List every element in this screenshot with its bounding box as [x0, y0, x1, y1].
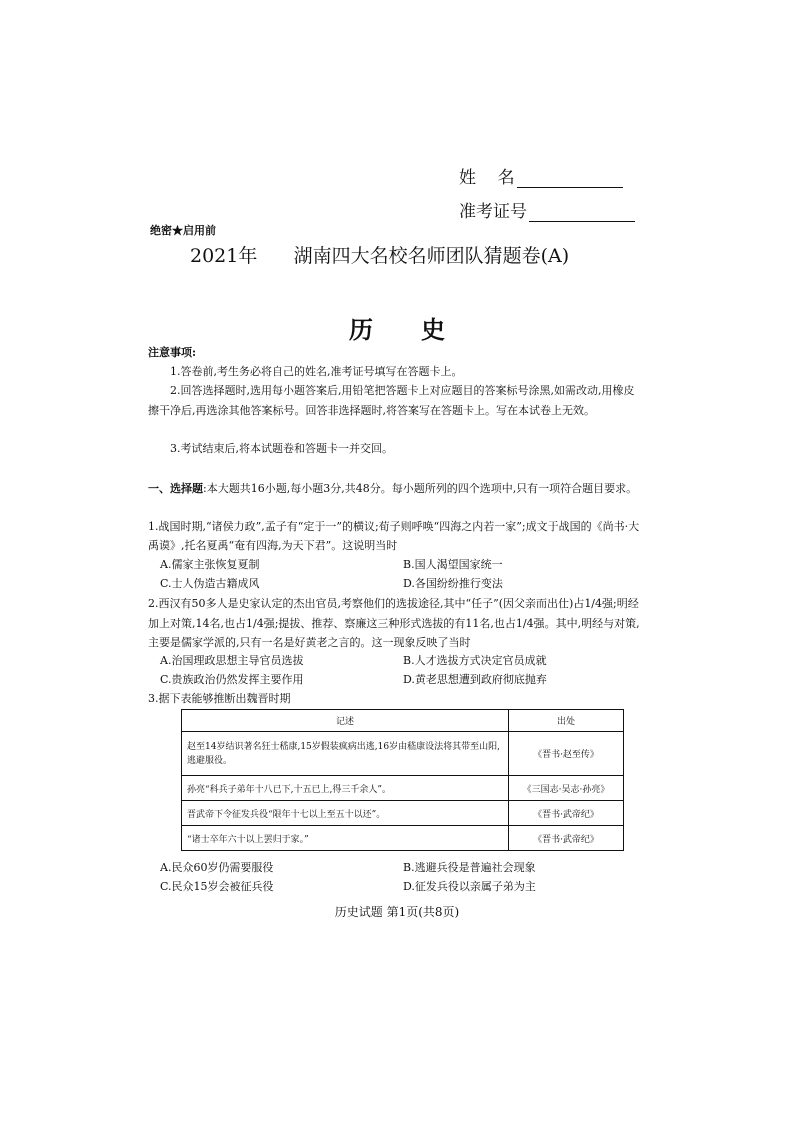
source-table — [181, 709, 624, 851]
confidential-label: 绝密★启用前 — [150, 224, 216, 237]
q3-option-a: A.民众60岁仍需要服役 — [160, 861, 274, 874]
subject-title — [0, 310, 794, 345]
question-2-stem: 2.西汉有50多人是史家认定的杰出官员,考察他们的选拔途径,其中“任子”(因父亲而出仕)占1/4强;明经加上对策,14名,也占1/4强;提拔、推荐、察廉这三种形式选拔的有11名,也占1/4强。其中,明经与对策,主要是儒家学派的,只有一名是好黄老之言的。这一现象反映了当时 — [148, 597, 640, 649]
name-field-row — [459, 163, 623, 188]
ticket-number-label: 准考证号 — [459, 202, 527, 222]
table-cell-record: 赵至14岁结识著名狂士嵇康,15岁假装疯病出逃,16岁由嵇康设法将其带至山阳,逃避服役。 — [182, 732, 509, 776]
question-3-stem: 3.据下表能够推断出魏晋时期 — [148, 692, 291, 705]
section-1-title: 一、选择题 — [148, 482, 203, 495]
q2-option-c: C.贵族政治仍然发挥主要作用 — [160, 673, 304, 686]
ticket-field-row — [459, 197, 635, 222]
table-cell-source: 《晋书·武帝纪》 — [509, 826, 624, 851]
q2-option-d: D.黄老思想遭到政府彻底抛弃 — [403, 673, 547, 686]
table-cell-source: 《三国志·吴志·孙亮》 — [509, 776, 624, 801]
table-row — [182, 732, 624, 776]
question-1-options-row-2 — [160, 574, 640, 594]
q2-option-b: B.人才选拔方式决定官员成就 — [403, 654, 547, 667]
table-cell-record: 孙亮“科兵子弟年十八已下,十五已上,得三千余人”。 — [182, 776, 509, 801]
table-cell-record: 晋武帝下令征发兵役“限年十七以上至五十以还”。 — [182, 801, 509, 826]
notice-heading: 注意事项: — [148, 346, 197, 359]
table-header-row — [182, 710, 624, 732]
table-header-source: 出处 — [509, 710, 624, 732]
name-label: 姓 名 — [459, 168, 515, 188]
table-row — [182, 826, 624, 851]
notice-item-3: 3.考试结束后,将本试题卷和答题卡一并交回。 — [170, 442, 393, 455]
q1-option-a: A.儒家主张恢复夏制 — [160, 558, 260, 571]
section-1-desc: :本大题共16小题,每小题3分,共48分。每小题所列的四个选项中,只有一项符合题目要求。 — [203, 482, 638, 495]
page-footer: 历史试题 第1页(共8页) — [334, 905, 460, 919]
q1-option-c: C.士人伪造古籍成风 — [160, 577, 260, 590]
q3-option-c: C.民众15岁会被征兵役 — [160, 880, 274, 893]
question-3-options-row-1 — [160, 858, 640, 878]
notice-item-1: 1.答卷前,考生务必将自己的姓名,准考证号填写在答题卡上。 — [170, 365, 463, 378]
notice-item-2: 2.回答选择题时,选用每小题答案后,用铅笔把答题卡上对应题目的答案标号涂黑,如需改动,用橡皮擦干净后,再选涂其他答案标号。回答非选择题时,将答案写在答题卡上。写在本试卷上无效。 — [148, 384, 635, 417]
question-1-options-row-1 — [160, 555, 640, 575]
name-blank-line — [517, 167, 623, 188]
table-row — [182, 801, 624, 826]
subject-char-2: 史 — [421, 315, 445, 344]
q1-option-d: D.各国纷纷推行变法 — [403, 577, 503, 590]
table-cell-source: 《晋书·赵至传》 — [509, 732, 624, 776]
question-1-stem: 1.战国时期,“诸侯力政”,孟子有“定于一”的横议;荀子则呼唤“四海之内若一家”;成文于战国的《尚书·大禹谟》,托名夏禹“奄有四海,为天下君”。这说明当时 — [148, 520, 640, 552]
table-cell-source: 《晋书·武帝纪》 — [509, 801, 624, 826]
table-header-record: 记述 — [182, 710, 509, 732]
section-1-intro — [148, 479, 642, 499]
ticket-blank-line — [529, 201, 635, 222]
question-2-options-row-1 — [160, 651, 640, 671]
question-2-options-row-2 — [160, 670, 640, 690]
question-3-options-row-2 — [160, 877, 640, 897]
table-cell-record: “诸士卒年六十以上罢归于家。” — [182, 826, 509, 851]
q3-option-d: D.征发兵役以亲属子弟为主 — [403, 880, 536, 893]
subject-char-1: 历 — [349, 315, 373, 344]
table-row — [182, 776, 624, 801]
exam-title: 2021年 湖南四大名校名师团队猜题卷(A) — [190, 245, 570, 267]
q1-option-b: B.国人渴望国家统一 — [403, 558, 503, 571]
q2-option-a: A.治国理政思想主导官员选拔 — [160, 654, 304, 667]
q3-option-b: B.逃避兵役是普遍社会现象 — [403, 861, 536, 874]
